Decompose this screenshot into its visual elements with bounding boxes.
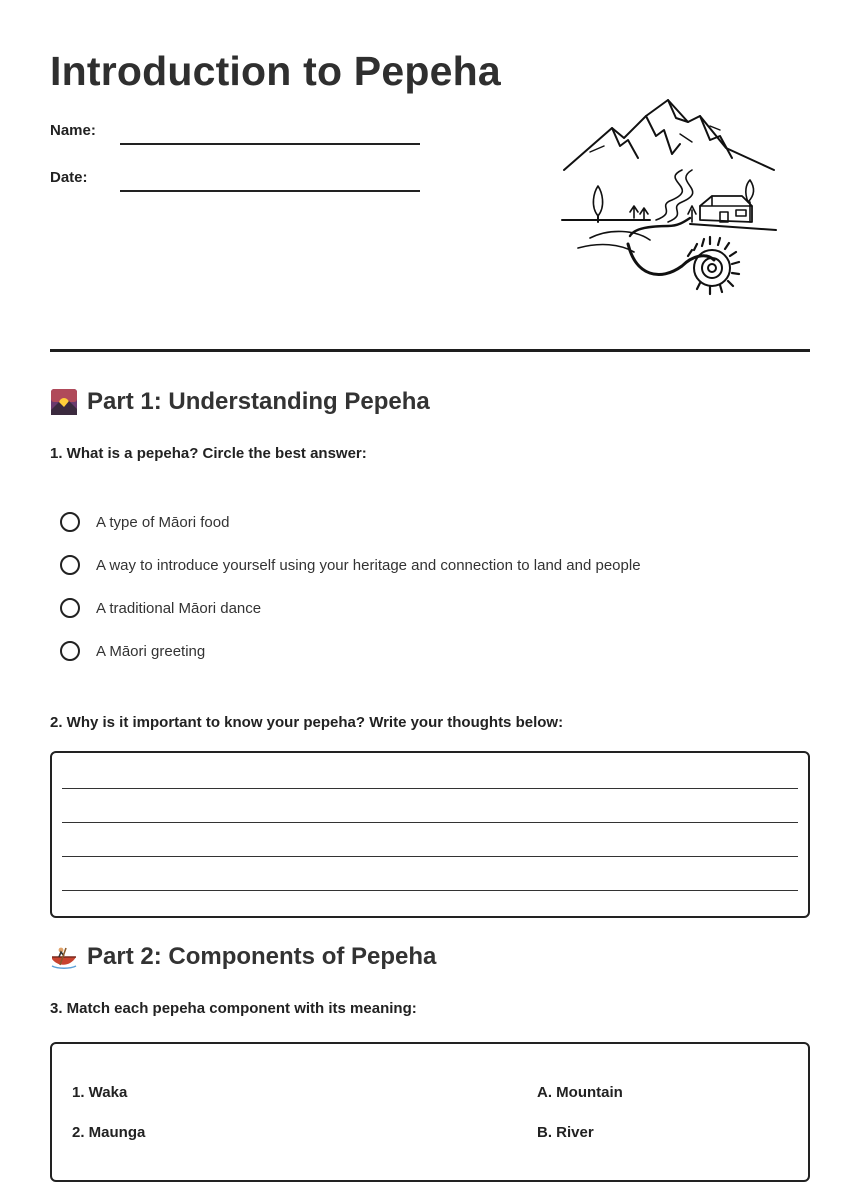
sunrise-over-mountains-icon xyxy=(50,388,78,416)
meaning-item: A. Mountain xyxy=(537,1084,623,1101)
question-2: 2. Why is it important to know your pepeha? Write your thoughts below: xyxy=(50,714,564,731)
radio-circle[interactable] xyxy=(60,555,80,575)
component-item: 1. Waka xyxy=(72,1084,128,1101)
option-label: A way to introduce yourself using your heritage and connection to land and people xyxy=(96,556,641,574)
question-3: 3. Match each pepeha component with its meaning: xyxy=(50,1000,417,1017)
matching-box xyxy=(50,1042,810,1182)
name-label: Name: xyxy=(50,122,96,139)
writing-line xyxy=(62,822,798,823)
radio-circle[interactable] xyxy=(60,641,80,661)
writing-line xyxy=(62,856,798,857)
part2-heading-text: Part 2: Components of Pepeha xyxy=(87,943,437,970)
meaning-item: B. River xyxy=(537,1124,594,1141)
radio-circle[interactable] xyxy=(60,598,80,618)
part1-heading-text: Part 1: Understanding Pepeha xyxy=(87,388,430,415)
option-label: A Māori greeting xyxy=(96,642,206,660)
answer-writing-box[interactable] xyxy=(50,751,810,918)
page-title: Introduction to Pepeha xyxy=(50,48,501,94)
mountain-landscape-illustration xyxy=(560,96,780,302)
canoe-icon xyxy=(50,943,78,971)
q1-option-1[interactable] xyxy=(60,512,229,532)
question-1: 1. What is a pepeha? Circle the best answer: xyxy=(50,445,367,462)
part1-heading xyxy=(50,388,430,416)
name-field[interactable] xyxy=(120,143,420,145)
radio-circle[interactable] xyxy=(60,512,80,532)
q1-option-4[interactable] xyxy=(60,641,205,661)
date-field[interactable] xyxy=(120,190,420,192)
component-item: 2. Maunga xyxy=(72,1124,146,1141)
q1-option-3[interactable] xyxy=(60,598,261,618)
q1-option-2[interactable] xyxy=(60,555,641,575)
writing-line xyxy=(62,788,798,789)
option-label: A traditional Māori dance xyxy=(96,599,262,617)
part2-heading xyxy=(50,943,436,971)
section-divider xyxy=(50,349,810,352)
date-label: Date: xyxy=(50,169,88,186)
writing-line xyxy=(62,890,798,891)
option-label: A type of Māori food xyxy=(96,513,230,531)
